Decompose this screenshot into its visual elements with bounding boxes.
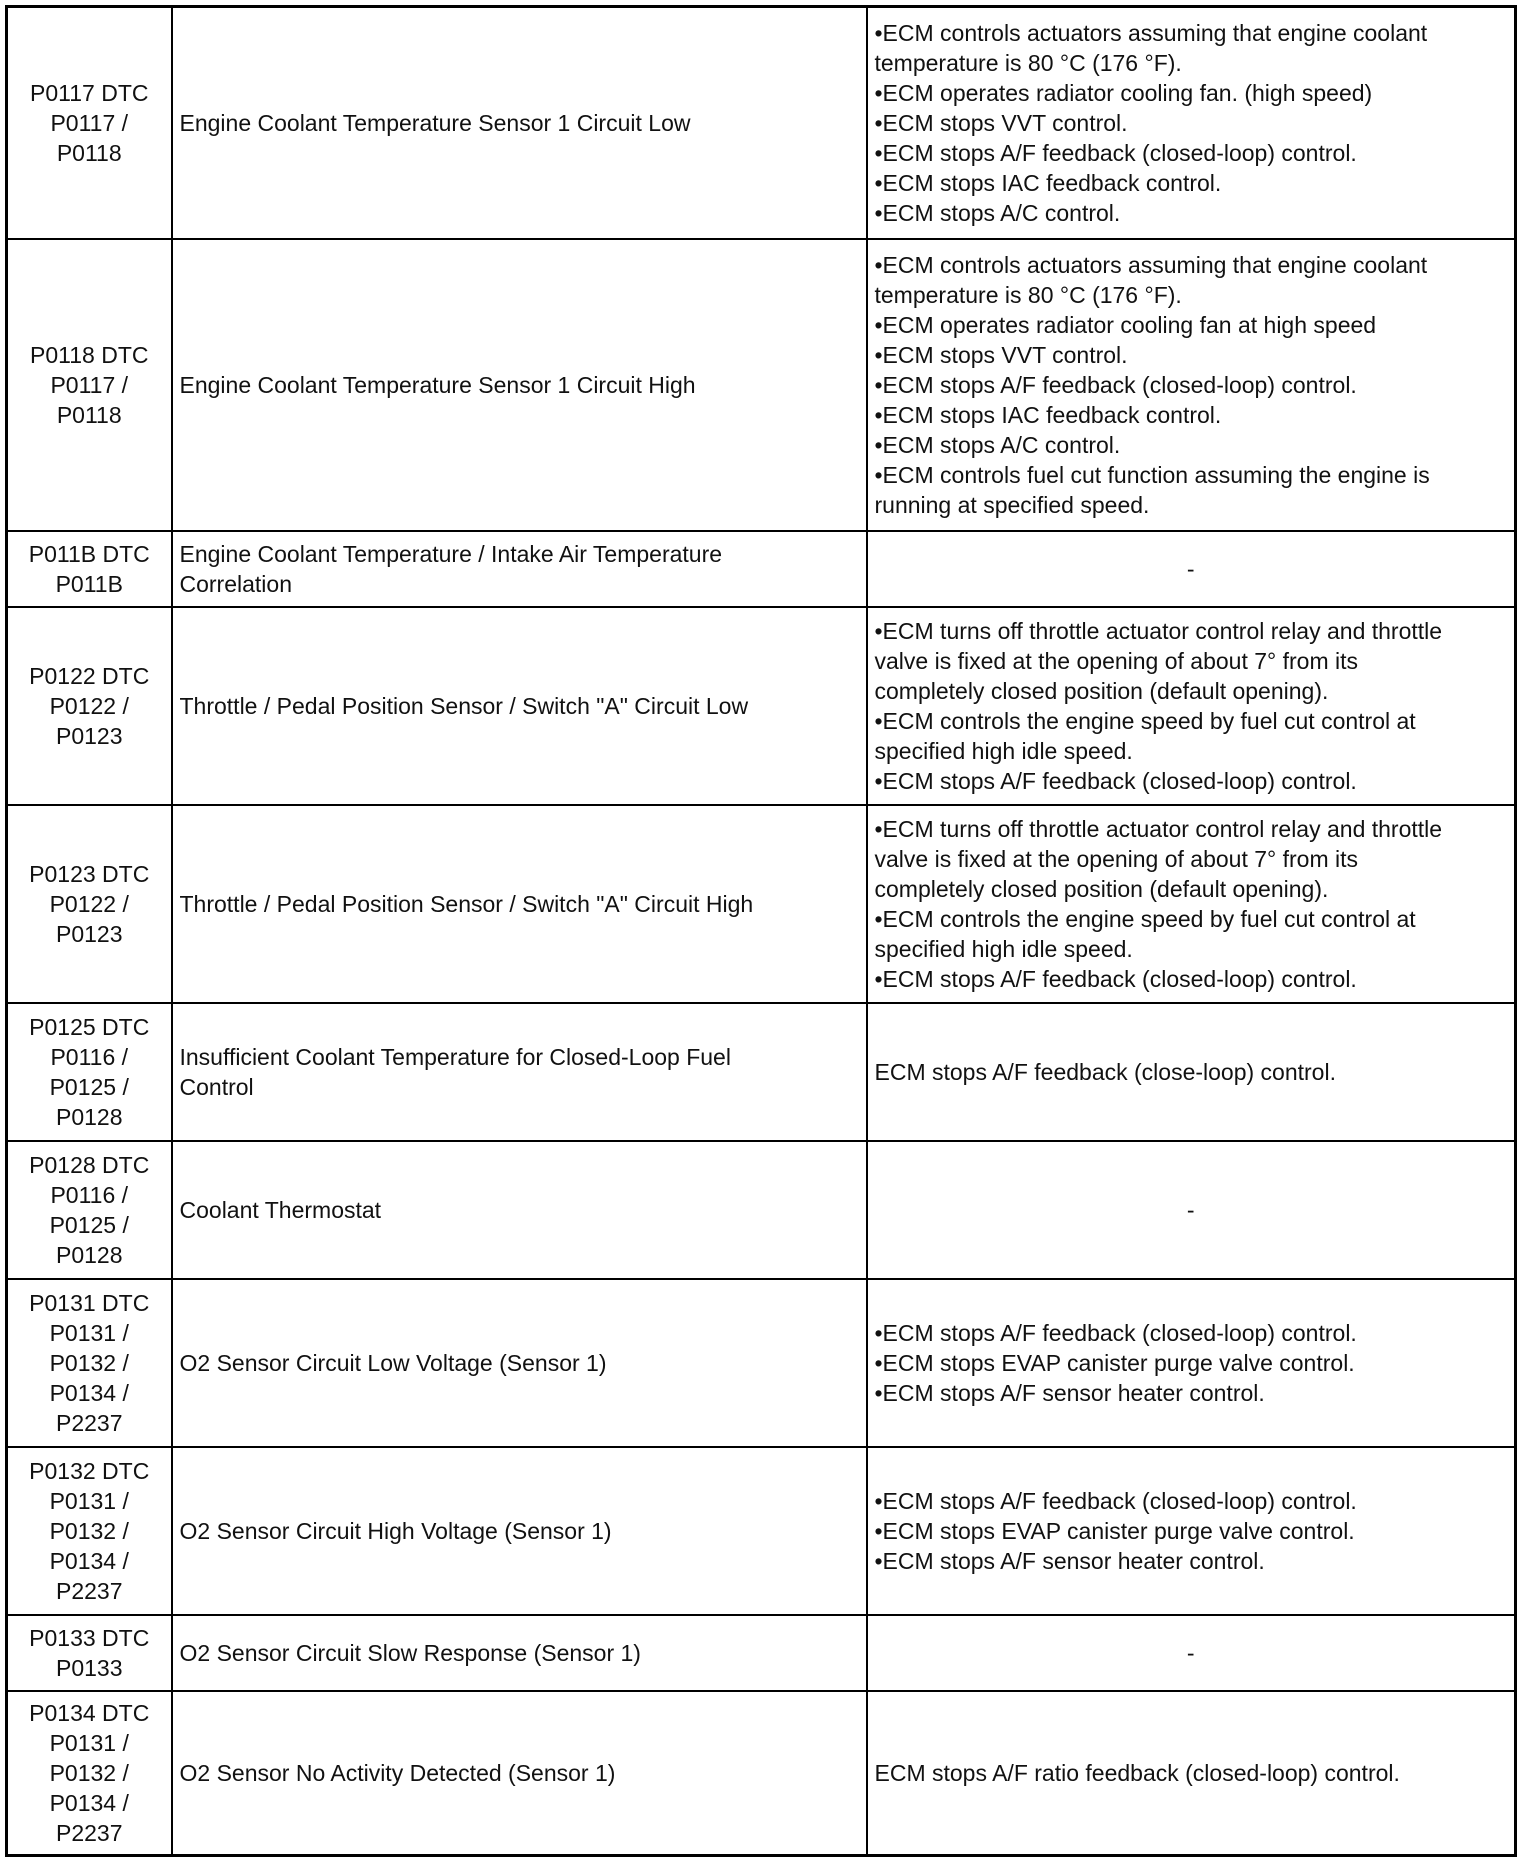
fail-safe-action-cell-line: •ECM stops A/F sensor heater control.: [874, 1379, 1265, 1406]
fail-safe-action-cell-line: •ECM stops A/C control.: [874, 431, 1121, 458]
dtc-description-cell-line: O2 Sensor Circuit Low Voltage (Sensor 1): [179, 1349, 607, 1376]
fail-safe-action-cell: [867, 1615, 1516, 1691]
fail-safe-action-cell-line: •ECM operates radiator cooling fan at high speed: [874, 311, 1377, 338]
dtc-code-cell-line: P0134 DTC: [29, 1699, 150, 1726]
fail-safe-action-cell-line: •ECM stops A/F feedback (closed-loop) control.: [874, 1319, 1357, 1346]
dtc-code-cell-line: P0125 /: [49, 1211, 129, 1238]
dtc-code-cell-line: P0132 /: [49, 1759, 129, 1786]
dtc-description-cell: [172, 531, 867, 607]
table-row: [7, 1691, 1516, 1856]
fail-safe-action-cell-line: •ECM stops VVT control.: [874, 109, 1128, 136]
table-row: [7, 1141, 1516, 1279]
dtc-code-cell-line: P0131 /: [49, 1729, 129, 1756]
dtc-code-cell-line: P011B DTC: [28, 540, 150, 567]
fail-safe-action-cell: [867, 1279, 1516, 1447]
fail-safe-action-cell-line: •ECM stops A/F feedback (closed-loop) control.: [874, 371, 1357, 398]
fail-safe-action-cell-line: •ECM stops EVAP canister purge valve control.: [874, 1349, 1355, 1376]
dtc-code-cell: [7, 1691, 172, 1856]
table-row: [7, 7, 1516, 239]
dtc-code-cell-line: P0132 DTC: [29, 1457, 150, 1484]
fail-safe-action-cell-line: ECM stops A/F feedback (close-loop) control.: [874, 1058, 1336, 1085]
fail-safe-action-cell: [867, 1141, 1516, 1279]
fail-safe-action-cell-line: running at specified speed.: [874, 491, 1150, 518]
fail-safe-action-cell-line: •ECM controls actuators assuming that engine coolant: [874, 19, 1428, 46]
fail-safe-action-cell-line: •ECM stops A/C control.: [874, 199, 1121, 226]
dtc-code-cell: [7, 1141, 172, 1279]
fail-safe-action-cell: [867, 1691, 1516, 1856]
dtc-code-cell: [7, 805, 172, 1003]
fail-safe-action-cell-line: •ECM controls the engine speed by fuel cut control at: [874, 707, 1416, 734]
dtc-description-cell-line: Control: [179, 1073, 254, 1100]
fail-safe-action-cell-line: •ECM stops VVT control.: [874, 341, 1128, 368]
dtc-code-cell-line: P0131 DTC: [29, 1289, 150, 1316]
dtc-description-cell-line: O2 Sensor Circuit High Voltage (Sensor 1): [179, 1517, 612, 1544]
dtc-code-cell-line: P0128: [55, 1103, 123, 1130]
dtc-description-cell: [172, 1141, 867, 1279]
dtc-code-cell-line: P0132 /: [49, 1517, 129, 1544]
table-row: [7, 1003, 1516, 1141]
fail-safe-action-cell-line: ECM stops A/F ratio feedback (closed-loop) control.: [874, 1759, 1400, 1786]
dtc-code-cell-line: P0134 /: [49, 1547, 129, 1574]
dtc-code-cell-line: P0133 DTC: [29, 1624, 150, 1651]
dtc-table-body: [7, 7, 1516, 1856]
dtc-description-cell: [172, 1615, 867, 1691]
fail-safe-action-cell-line: •ECM stops EVAP canister purge valve control.: [874, 1517, 1355, 1544]
table-row: [7, 1447, 1516, 1615]
dtc-code-cell: [7, 239, 172, 531]
fail-safe-action-cell: [867, 239, 1516, 531]
dtc-code-cell-line: P0118 DTC: [30, 341, 149, 368]
table-row: [7, 239, 1516, 531]
fail-safe-action-cell-line: valve is fixed at the opening of about 7° from its: [874, 647, 1359, 674]
fail-safe-action-cell: [867, 7, 1516, 239]
dtc-code-cell-line: P0123: [55, 722, 123, 749]
dtc-description-cell-line: Correlation: [179, 570, 292, 597]
dtc-code-cell: [7, 1003, 172, 1141]
dtc-code-cell-line: P0118: [56, 401, 122, 428]
dtc-description-cell: [172, 607, 867, 805]
fail-safe-action-cell-line: •ECM stops A/F feedback (closed-loop) control.: [874, 767, 1357, 794]
dtc-code-cell-line: P0131 /: [49, 1319, 129, 1346]
dtc-code-cell-line: P0128 DTC: [29, 1151, 150, 1178]
fail-safe-action-cell-line: •ECM stops A/F feedback (closed-loop) control.: [874, 1487, 1357, 1514]
dtc-code-cell-line: P0117 /: [50, 109, 129, 136]
dtc-code-cell-line: P0131 /: [49, 1487, 129, 1514]
dtc-description-cell: [172, 1279, 867, 1447]
fail-safe-action-cell: [867, 805, 1516, 1003]
dtc-code-cell-line: P0116 /: [50, 1043, 129, 1070]
dtc-code-cell: [7, 607, 172, 805]
fail-safe-action-cell-line: •ECM stops A/F sensor heater control.: [874, 1547, 1265, 1574]
fail-safe-action-cell-line: •ECM operates radiator cooling fan. (high speed): [874, 79, 1373, 106]
fail-safe-action-cell-line: •ECM controls actuators assuming that engine coolant: [874, 251, 1428, 278]
dtc-description-cell-line: Throttle / Pedal Position Sensor / Switch "A" Circuit Low: [179, 692, 749, 719]
fail-safe-action-cell-line: •ECM stops A/F feedback (closed-loop) control.: [874, 139, 1357, 166]
dtc-description-cell: [172, 7, 867, 239]
fail-safe-action-cell-line: temperature is 80 °C (176 °F).: [874, 281, 1182, 308]
fail-safe-action-cell-line: temperature is 80 °C (176 °F).: [874, 49, 1182, 76]
dtc-code-cell-line: P0134 /: [49, 1379, 129, 1406]
dtc-code-cell-line: P2237: [55, 1577, 123, 1604]
dtc-code-cell-line: P0123 DTC: [29, 860, 150, 887]
dtc-description-cell-line: O2 Sensor No Activity Detected (Sensor 1): [179, 1759, 616, 1786]
fail-safe-action-cell: [867, 1003, 1516, 1141]
dtc-code-cell: [7, 7, 172, 239]
dtc-code-cell-line: P0117 /: [50, 371, 129, 398]
dtc-code-cell-line: P011B: [55, 570, 123, 597]
dtc-code-cell: [7, 1279, 172, 1447]
fail-safe-action-cell-line: •ECM stops IAC feedback control.: [874, 401, 1222, 428]
dtc-description-cell-line: Engine Coolant Temperature Sensor 1 Circuit Low: [179, 109, 691, 136]
table-row: [7, 1615, 1516, 1691]
table-row: [7, 531, 1516, 607]
dtc-code-cell-line: P0116 /: [50, 1181, 129, 1208]
fail-safe-action-cell: [867, 607, 1516, 805]
dtc-description-cell: [172, 239, 867, 531]
dtc-code-cell-line: P0123: [55, 920, 123, 947]
fail-safe-action-cell-line: specified high idle speed.: [874, 737, 1133, 764]
dtc-code-cell-line: P0132 /: [49, 1349, 129, 1376]
fail-safe-action-cell-line: •ECM controls the engine speed by fuel cut control at: [874, 905, 1416, 932]
fail-safe-action-cell-line: •ECM controls fuel cut function assuming the engine is: [874, 461, 1430, 488]
fail-safe-action-cell-line: completely closed position (default opening).: [874, 875, 1329, 902]
fail-safe-action-cell-line: completely closed position (default opening).: [874, 677, 1329, 704]
fail-safe-action-cell-line: -: [1186, 1639, 1195, 1666]
fail-safe-action-cell-line: •ECM stops A/F feedback (closed-loop) control.: [874, 965, 1357, 992]
dtc-code-cell: [7, 531, 172, 607]
dtc-code-cell-line: P0133: [55, 1654, 123, 1681]
dtc-description-cell-line: Coolant Thermostat: [179, 1196, 382, 1223]
dtc-code-cell-line: P0125 /: [49, 1073, 129, 1100]
fail-safe-action-cell-line: -: [1186, 1196, 1195, 1223]
dtc-description-cell-line: Engine Coolant Temperature / Intake Air Temperature: [179, 540, 723, 567]
fail-safe-action-cell-line: •ECM stops IAC feedback control.: [874, 169, 1222, 196]
dtc-description-cell-line: Engine Coolant Temperature Sensor 1 Circuit High: [179, 371, 696, 398]
dtc-description-cell-line: O2 Sensor Circuit Slow Response (Sensor 1): [179, 1639, 641, 1666]
dtc-code-cell-line: P2237: [55, 1409, 123, 1436]
dtc-code-cell-line: P0125 DTC: [29, 1013, 150, 1040]
fail-safe-action-cell-line: specified high idle speed.: [874, 935, 1133, 962]
dtc-fail-safe-table: [5, 5, 1517, 1857]
dtc-description-cell: [172, 1003, 867, 1141]
fail-safe-action-cell: [867, 1447, 1516, 1615]
dtc-code-cell-line: P0122 /: [49, 692, 129, 719]
dtc-description-cell-line: Throttle / Pedal Position Sensor / Switch "A" Circuit High: [179, 890, 754, 917]
table-row: [7, 1279, 1516, 1447]
fail-safe-action-cell: [867, 531, 1516, 607]
table-row: [7, 805, 1516, 1003]
fail-safe-action-cell-line: -: [1186, 555, 1195, 582]
fail-safe-action-cell-line: •ECM turns off throttle actuator control relay and throttle: [874, 815, 1443, 842]
dtc-description-cell: [172, 1691, 867, 1856]
dtc-description-cell-line: Insufficient Coolant Temperature for Closed-Loop Fuel: [179, 1043, 731, 1070]
dtc-code-cell-line: P0117 DTC: [30, 79, 149, 106]
table-row: [7, 607, 1516, 805]
dtc-code-cell-line: P2237: [55, 1819, 123, 1846]
dtc-description-cell: [172, 805, 867, 1003]
dtc-code-cell-line: P0122 DTC: [29, 662, 150, 689]
dtc-code-cell-line: P0128: [55, 1241, 123, 1268]
dtc-code-cell-line: P0118: [56, 139, 122, 166]
dtc-code-cell-line: P0134 /: [49, 1789, 129, 1816]
fail-safe-action-cell-line: •ECM turns off throttle actuator control relay and throttle: [874, 617, 1443, 644]
fail-safe-action-cell-line: valve is fixed at the opening of about 7° from its: [874, 845, 1359, 872]
dtc-code-cell: [7, 1447, 172, 1615]
dtc-code-cell: [7, 1615, 172, 1691]
dtc-code-cell-line: P0122 /: [49, 890, 129, 917]
dtc-description-cell: [172, 1447, 867, 1615]
